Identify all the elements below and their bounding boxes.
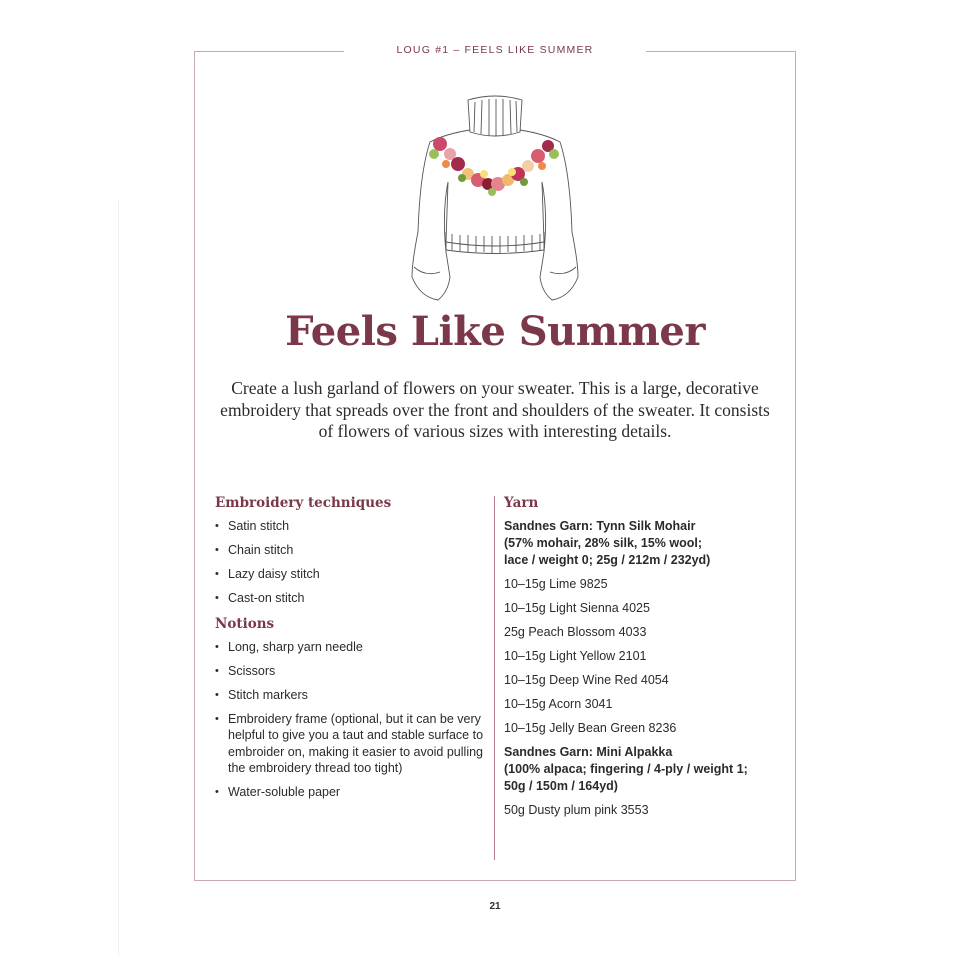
sweater-illustration	[400, 92, 590, 307]
notion-text: Embroidery frame (optional, but it can be very helpful to give you a taut and stable surface to embroider on, making it easier to avoid pulling the embroidery thread too tight)	[228, 711, 484, 775]
yarn-color-line: 10–15g Light Yellow 2101	[504, 649, 647, 663]
list-item: • Satin stitch	[215, 519, 290, 533]
list-item: • Embroidery frame (optional, but it can be very helpful to give you a taut and stable surface to embroider on, making it easier to avoid pulling the embroidery thread too tight)	[215, 711, 484, 775]
page-spine-shadow	[118, 200, 119, 956]
left-column	[215, 494, 490, 809]
list-item: • Cast-on stitch	[215, 591, 305, 605]
yarn-color-line: 10–15g Lime 9825	[504, 577, 608, 591]
list-item: • Chain stitch	[215, 543, 294, 557]
intro-paragraph: Create a lush garland of flowers on your sweater. This is a large, decorative embroidery that spreads over the front and shoulders of the sweater. It consists of flowers of various sizes with interesting details.	[220, 378, 770, 441]
running-head: LOUG #1 – FEELS LIKE SUMMER	[396, 44, 594, 56]
techniques-list	[215, 518, 490, 607]
yarn1-name: Sandnes Garn: Tynn Silk Mohair	[504, 519, 696, 533]
techniques-heading: Embroidery techniques	[215, 495, 392, 511]
notion-text: Long, sharp yarn needle	[228, 639, 363, 654]
list-item: • Lazy daisy stitch	[215, 567, 320, 581]
list-item: • Water-soluble paper	[215, 785, 341, 799]
technique-text: Cast-on stitch	[228, 591, 305, 605]
column-divider	[494, 496, 495, 860]
notion-text: Stitch markers	[228, 687, 308, 702]
yarn-color-line: 50g Dusty plum pink 3553	[504, 803, 649, 817]
yarn-color-line: 25g Peach Blossom 4033	[504, 625, 647, 639]
list-item: • Stitch markers	[215, 687, 308, 702]
notion-text: Scissors	[228, 663, 276, 678]
list-item: • Scissors	[215, 663, 276, 678]
yarn1-spec	[504, 518, 784, 569]
technique-text: Chain stitch	[228, 543, 294, 557]
yarn2-name: Sandnes Garn: Mini Alpakka	[504, 745, 673, 759]
page-title: Feels Like Summer	[285, 308, 705, 355]
right-column	[504, 494, 784, 826]
yarn1-spec-line: (57% mohair, 28% silk, 15% wool;	[504, 536, 702, 550]
yarn-color-line: 10–15g Deep Wine Red 4054	[504, 673, 669, 687]
yarn2-spec-line: 50g / 150m / 164yd)	[504, 779, 618, 793]
yarn1-spec-line: lace / weight 0; 25g / 212m / 232yd)	[504, 553, 711, 567]
yarn-color-line: 10–15g Light Sienna 4025	[504, 601, 650, 615]
yarn-heading: Yarn	[504, 495, 539, 511]
notions-heading: Notions	[215, 615, 275, 632]
yarn-color-line: 10–15g Acorn 3041	[504, 697, 613, 711]
notions-list	[215, 639, 490, 801]
yarn-color-line: 10–15g Jelly Bean Green 8236	[504, 721, 677, 735]
yarn2-spec-line: (100% alpaca; fingering / 4-ply / weight 1;	[504, 762, 748, 776]
technique-text: Satin stitch	[228, 519, 290, 533]
list-item: • Long, sharp yarn needle	[215, 639, 363, 654]
technique-text: Lazy daisy stitch	[228, 567, 320, 581]
yarn2-spec	[504, 744, 784, 795]
page-number: 21	[489, 901, 501, 912]
notion-text: Water-soluble paper	[228, 785, 341, 799]
